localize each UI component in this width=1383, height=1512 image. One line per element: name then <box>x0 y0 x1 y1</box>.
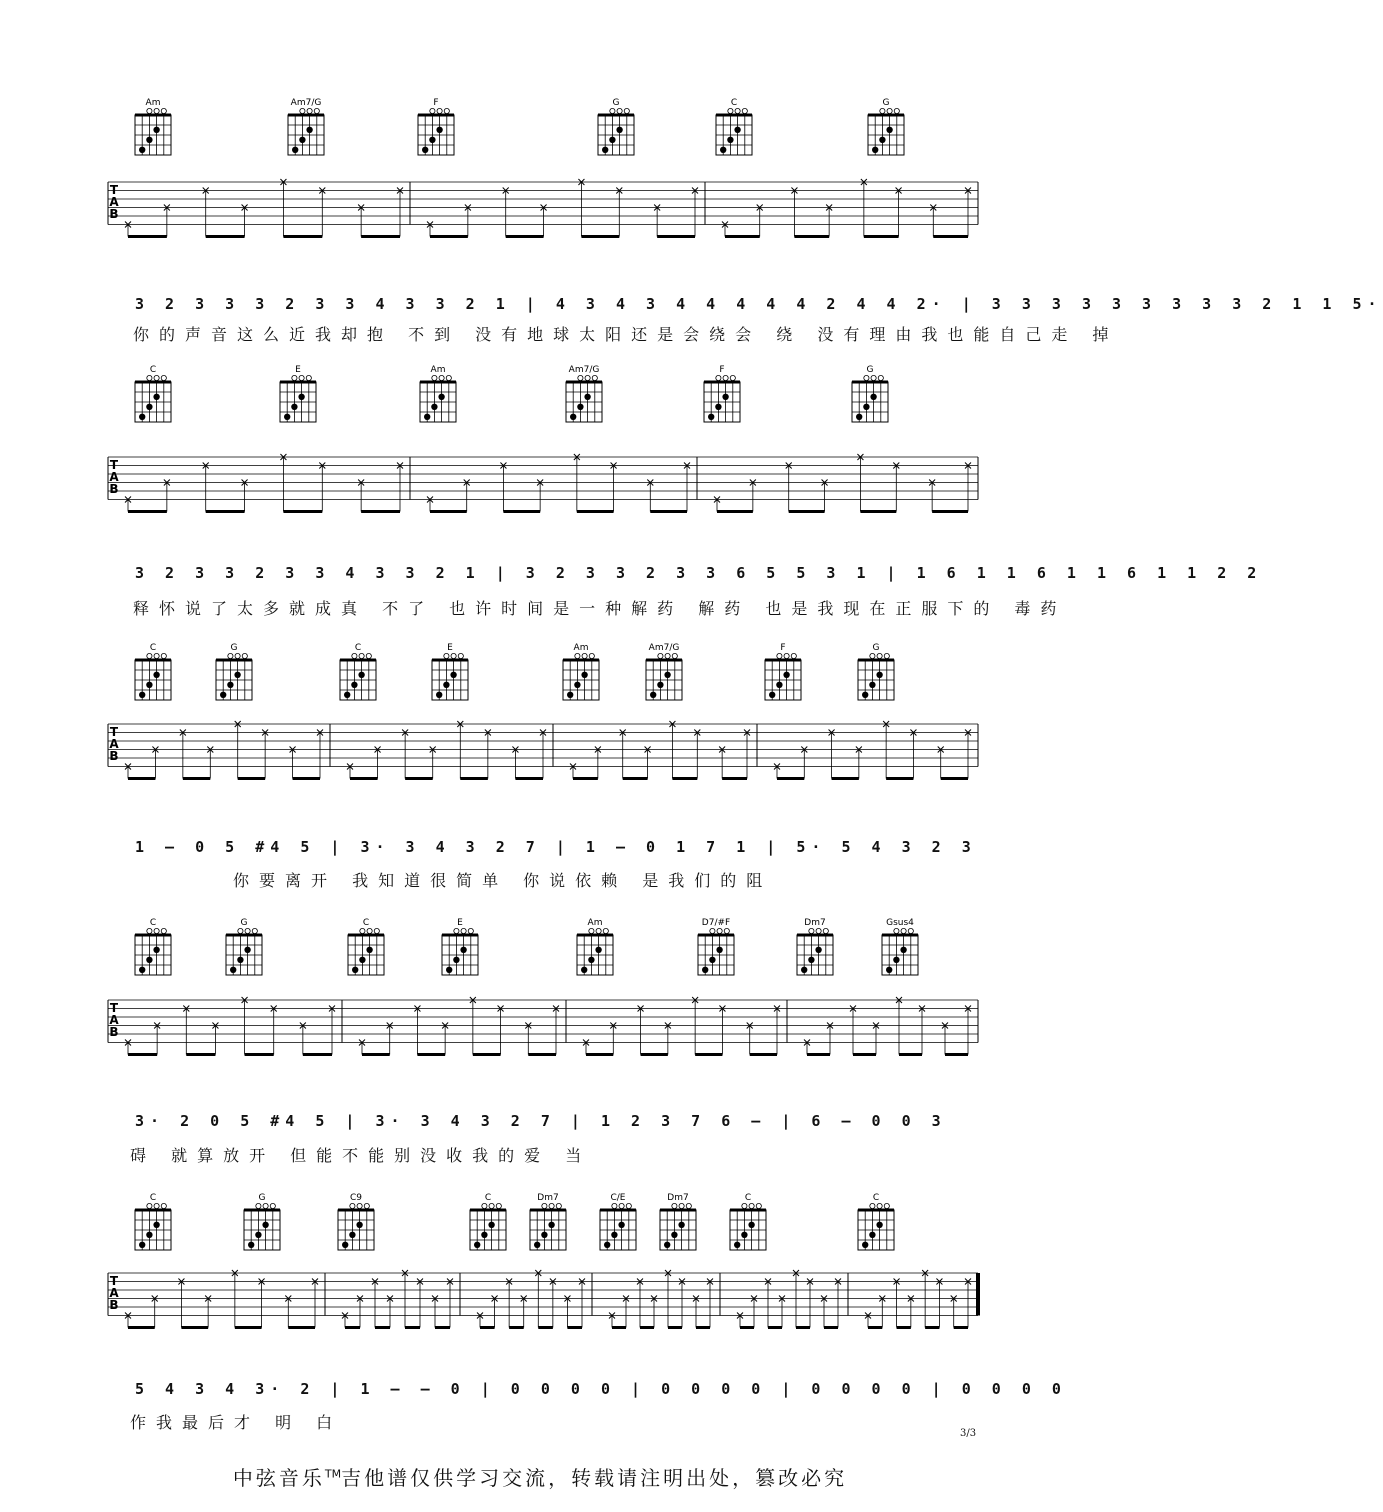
chord-name: G <box>882 98 890 108</box>
chord-name: C <box>730 98 738 108</box>
chord-name: Am <box>145 98 161 108</box>
chord-diagram <box>563 643 599 700</box>
tab-label: T <box>109 1001 119 1015</box>
trademark-mark: TM <box>324 1467 342 1481</box>
chord-diagram <box>852 365 888 422</box>
notation-line-4: 3· 2 0 5 #4 5 | 3· 3 4 3 2 7 | 1 2 3 7 6 – | 6 – 0 0 3 <box>135 1112 947 1130</box>
notation-line-1: 3 2 3 3 3 2 3 3 4 3 3 2 1 | 4 3 4 3 4 4 4 4 4 2 4 4 2· | 3 3 3 3 3 3 3 3 3 2 1 1 5· <box>135 295 1383 313</box>
tab-label: A <box>109 195 119 209</box>
tab-label: T <box>109 458 119 472</box>
chord-name: G <box>612 98 620 108</box>
chord-name: Dm7 <box>537 1193 559 1203</box>
chord-diagram <box>348 918 384 975</box>
lyric-line-3: 你要离开 我知道很简单 你说依赖 是我们的阻 <box>233 871 773 890</box>
chord-diagram <box>716 98 752 155</box>
chord-name: Dm7 <box>804 918 826 928</box>
chord-diagram <box>135 1193 171 1250</box>
chord-name: C <box>354 643 362 653</box>
chord-diagram <box>598 98 634 155</box>
tab-label: B <box>109 1298 119 1312</box>
tab-label: A <box>109 470 119 484</box>
chord-diagram <box>135 643 171 700</box>
chord-name: Am7/G <box>568 365 600 375</box>
chord-diagram <box>646 643 682 700</box>
chord-diagram <box>577 918 613 975</box>
tab-label: B <box>109 207 119 221</box>
chord-name: G <box>872 643 880 653</box>
chord-diagram <box>530 1193 566 1250</box>
chord-name: C <box>872 1193 880 1203</box>
chord-diagram <box>660 1193 696 1250</box>
chord-diagram <box>698 918 734 975</box>
chord-diagram <box>135 365 171 422</box>
tab-label: A <box>109 1013 119 1027</box>
tab-label: B <box>109 749 119 763</box>
chord-name: Am <box>587 918 603 928</box>
chord-name: Am7/G <box>648 643 680 653</box>
chord-name: E <box>457 918 463 928</box>
chord-name: E <box>295 365 301 375</box>
notation-line-2: 3 2 3 3 2 3 3 4 3 3 2 1 | 3 2 3 3 2 3 3 6 5 5 3 1 | 1 6 1 1 6 1 1 6 1 1 2 2 <box>135 564 1263 582</box>
chord-diagram <box>566 365 602 422</box>
chord-name: Am <box>430 365 446 375</box>
chord-name: Dm7 <box>667 1193 689 1203</box>
tab-staff <box>108 997 978 1055</box>
chord-diagram <box>442 918 478 975</box>
lyric-line-2: 释怀说了太多就成真 不了 也许时间是一种解药 解药 也是我现在正服下的 毒药 <box>133 599 1067 618</box>
chord-name: G <box>258 1193 266 1203</box>
chord-diagram <box>340 643 376 700</box>
chord-diagram <box>338 1193 374 1250</box>
page-number: 3/3 <box>960 1428 977 1439</box>
chord-diagram <box>135 98 171 155</box>
chord-name: F <box>719 365 725 375</box>
tab-label: T <box>109 183 119 197</box>
chord-diagram <box>765 643 801 700</box>
lyric-line-4: 碍 就算放开 但能不能别没收我的爱 当 <box>130 1146 592 1165</box>
chord-name: C <box>484 1193 492 1203</box>
chord-name: E <box>447 643 453 653</box>
tab-staff <box>108 454 978 512</box>
notation-line-3: 1 – 0 5 #4 5 | 3· 3 4 3 2 7 | 1 – 0 1 7 1 | 5· 5 4 3 2 3 <box>135 838 977 856</box>
chord-diagram <box>730 1193 766 1250</box>
chord-diagram <box>226 918 262 975</box>
chord-diagram <box>216 643 252 700</box>
chord-name: C <box>149 918 157 928</box>
tab-label: A <box>109 1286 119 1300</box>
chord-name: C <box>149 1193 157 1203</box>
chord-name: F <box>780 643 786 653</box>
chord-diagram <box>432 643 468 700</box>
tab-staff <box>108 1270 978 1328</box>
chord-name: C/E <box>610 1193 626 1203</box>
chord-diagram <box>858 1193 894 1250</box>
chord-name: Gsus4 <box>886 918 914 928</box>
tab-staff <box>108 721 978 779</box>
chord-diagram <box>797 918 833 975</box>
chord-name: C9 <box>349 1193 363 1203</box>
chord-name: G <box>866 365 874 375</box>
tab-label: A <box>109 737 119 751</box>
chord-name: C <box>744 1193 752 1203</box>
chord-name: Am <box>573 643 589 653</box>
chord-diagram <box>858 643 894 700</box>
chord-diagram <box>704 365 740 422</box>
chord-name: C <box>149 365 157 375</box>
copyright-footer <box>0 1462 1080 1491</box>
chord-diagram <box>420 365 456 422</box>
chord-name: C <box>149 643 157 653</box>
chord-name: Am7/G <box>290 98 322 108</box>
chord-diagram <box>868 98 904 155</box>
chord-name: D7/#F <box>701 918 731 928</box>
footer-notice: 吉他谱仅供学习交流，转载请注明出处，篡改必究 <box>341 1466 848 1490</box>
footer-brand: 中弦音乐 <box>232 1466 325 1490</box>
chord-diagram <box>135 918 171 975</box>
chord-diagram <box>244 1193 280 1250</box>
chord-diagram <box>280 365 316 422</box>
lyric-line-1: 你的声音这么近我却抱 不到 没有地球太阳还是会绕会 绕 没有理由我也能自己走 掉 <box>133 325 1119 344</box>
chord-name: C <box>362 918 370 928</box>
tab-label: T <box>109 725 119 739</box>
chord-diagram <box>882 918 918 975</box>
tab-staff <box>108 179 978 237</box>
chord-name: F <box>433 98 439 108</box>
chord-name: G <box>240 918 248 928</box>
chord-name: G <box>230 643 238 653</box>
chord-diagram <box>600 1193 636 1250</box>
notation-line-5: 5 4 3 4 3· 2 | 1 – – 0 | 0 0 0 0 | 0 0 0 0 | 0 0 0 0 | 0 0 0 0 <box>135 1380 1067 1398</box>
tab-label: B <box>109 482 119 496</box>
lyric-line-5: 作我最后才 明 白 <box>130 1413 343 1432</box>
chord-diagram <box>418 98 454 155</box>
tab-label: B <box>109 1025 119 1039</box>
tab-label: T <box>109 1274 119 1288</box>
chord-diagram <box>288 98 324 155</box>
chord-diagram <box>470 1193 506 1250</box>
